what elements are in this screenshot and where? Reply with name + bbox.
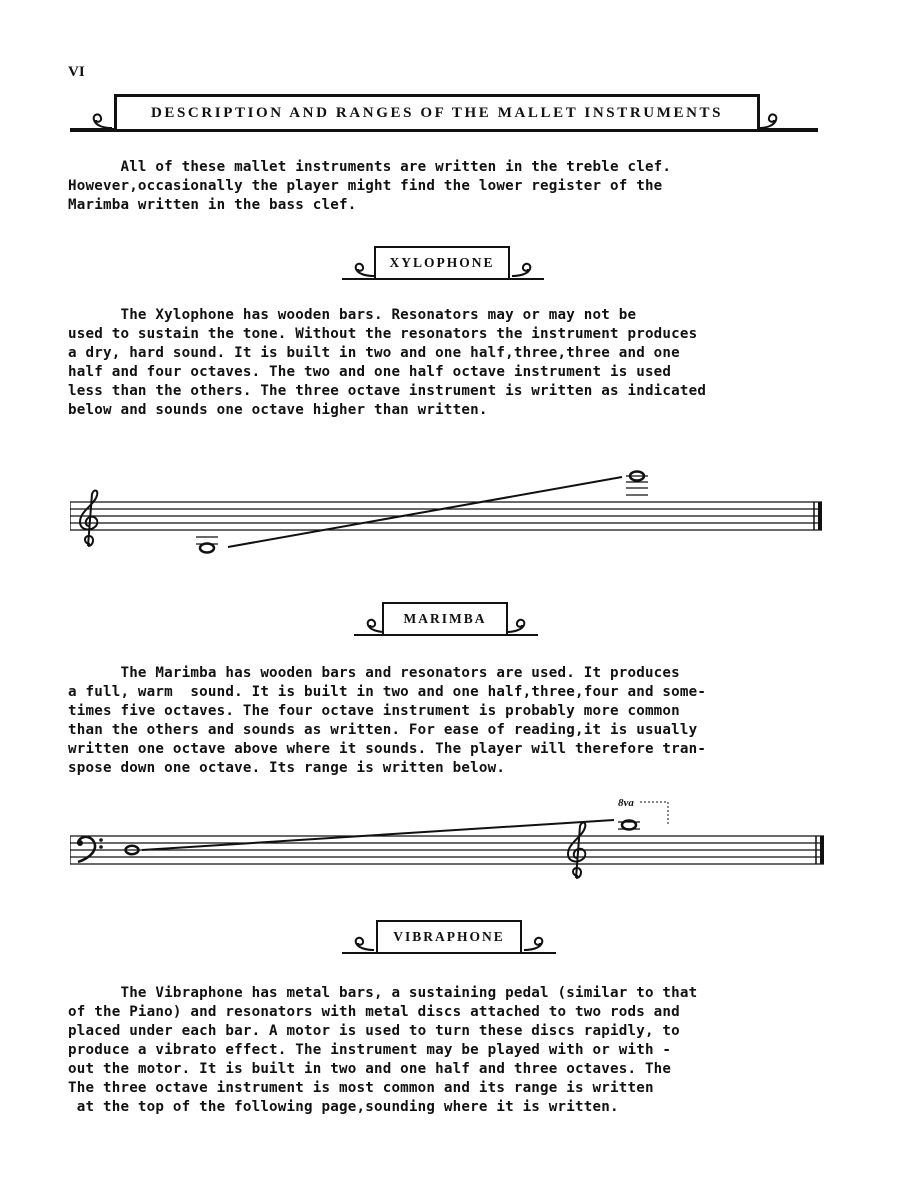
text-line: Marimba written in the bass clef. xyxy=(68,197,357,213)
text-line: However,occasionally the player might find the lower register of the xyxy=(68,178,663,194)
text-line: at the top of the following page,sounding where it is written. xyxy=(68,1099,619,1115)
whole-note-icon xyxy=(618,821,640,830)
text-line: The Xylophone has wooden bars. Resonators may or may not be xyxy=(68,307,637,323)
text-line: below and sounds one octave higher than written. xyxy=(68,402,488,418)
text-line: All of these mallet instruments are written in the treble clef. xyxy=(68,159,672,175)
section-title: XYLOPHONE xyxy=(374,246,510,278)
final-barline-thick xyxy=(820,836,824,864)
text-line: times five octaves. The four octave instrument is probably more common xyxy=(68,703,680,719)
scroll-ornament-icon xyxy=(348,260,374,278)
range-line xyxy=(142,820,614,850)
intro-paragraph xyxy=(68,158,671,215)
xylophone-range-staff xyxy=(70,462,830,562)
scroll-ornament-icon xyxy=(756,110,784,130)
text-line: a dry, hard sound. It is built in two and one half,three,three and one xyxy=(68,345,680,361)
section-title: MARIMBA xyxy=(382,602,508,634)
vibraphone-paragraph xyxy=(68,984,697,1117)
text-line: The three octave instrument is most common and its range is written xyxy=(68,1080,654,1096)
marimba-paragraph xyxy=(68,664,706,778)
xylophone-heading xyxy=(342,246,544,280)
page-title: DESCRIPTION AND RANGES OF THE MALLET INSTRUMENTS xyxy=(150,104,724,121)
title-rule xyxy=(342,278,544,280)
text-line: produce a vibrato effect. The instrument may be played with or with - xyxy=(68,1042,672,1058)
scroll-ornament-icon xyxy=(348,934,374,952)
text-line: written one octave above where it sounds. The player will therefore tran- xyxy=(68,741,707,757)
page-number: VI xyxy=(68,64,85,80)
title-rule xyxy=(342,952,556,954)
header-box xyxy=(114,94,760,129)
title-rule xyxy=(354,634,538,636)
text-line: of the Piano) and resonators with metal discs attached to two rods and xyxy=(68,1004,680,1020)
marimba-range-staff xyxy=(70,790,830,885)
text-line: spose down one octave. Its range is written below. xyxy=(68,760,506,776)
final-barline-thick xyxy=(818,502,822,530)
scroll-ornament-icon xyxy=(86,110,114,130)
text-line: a full, warm sound. It is built in two and one half,three,four and some- xyxy=(68,684,707,700)
vibraphone-heading xyxy=(342,920,556,954)
staff-lines xyxy=(70,502,822,530)
text-line: less than the others. The three octave instrument is written as indicated xyxy=(68,383,707,399)
text-line: half and four octaves. The two and one half octave instrument is used xyxy=(68,364,672,380)
text-line: out the motor. It is built in two and one half and three octaves. The xyxy=(68,1061,672,1077)
treble-clef-icon xyxy=(80,491,97,546)
section-title: VIBRAPHONE xyxy=(376,920,522,952)
text-line: used to sustain the tone. Without the resonators the instrument produces xyxy=(68,326,698,342)
range-line xyxy=(228,477,622,547)
marimba-heading xyxy=(354,602,538,636)
scroll-ornament-icon xyxy=(506,616,532,634)
whole-note-icon xyxy=(626,472,648,496)
staff-lines xyxy=(70,836,824,864)
scroll-ornament-icon xyxy=(524,934,550,952)
text-line: The Vibraphone has metal bars, a sustaining pedal (similar to that xyxy=(68,985,698,1001)
scroll-ornament-icon xyxy=(512,260,538,278)
text-line: The Marimba has wooden bars and resonators are used. It produces xyxy=(68,665,680,681)
text-line: placed under each bar. A motor is used to turn these discs rapidly, to xyxy=(68,1023,680,1039)
ottava-label: 8va xyxy=(618,797,634,809)
xylophone-paragraph xyxy=(68,306,706,420)
whole-note-icon xyxy=(196,537,218,553)
text-line: than the others and sounds as written. For ease of reading,it is usually xyxy=(68,722,698,738)
